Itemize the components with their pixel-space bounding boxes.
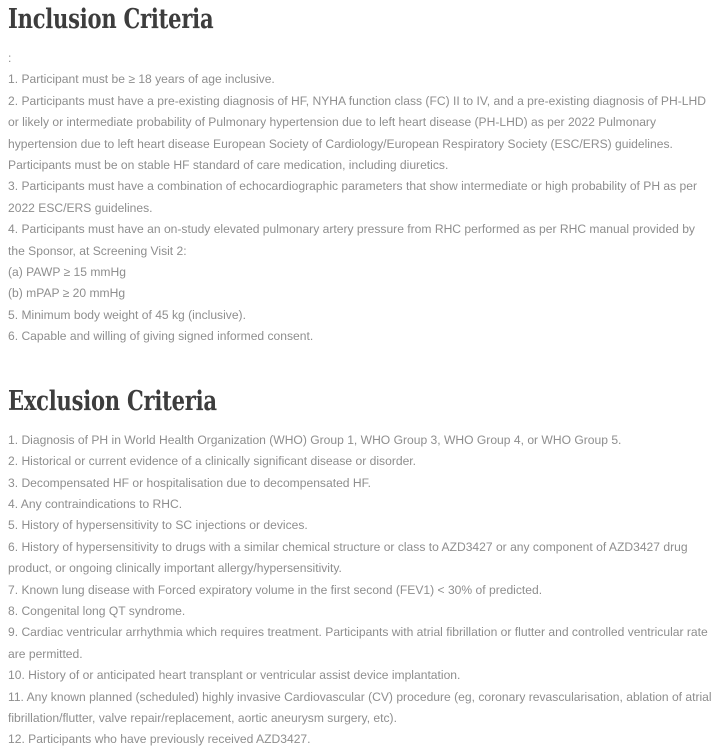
exclusion-item-11: 11. Any known planned (scheduled) highly invasive Cardiovascular (CV) procedure (eg, coronary revascularisation, ablation of atrial fibrillation/flutter, valve repair/replacement, aortic aneurysm surgery, etc). — [8, 689, 712, 725]
inclusion-item-3: 3. Participants must have a combination of echocardiographic parameters that show intermediate or high probability of PH as per 2022 ESC/ERS guidelines. — [8, 179, 698, 215]
inclusion-criteria-title — [8, 2, 712, 35]
inclusion-item-6: 6. Capable and willing of giving signed informed consent. — [8, 329, 314, 344]
exclusion-item-10: 10. History of or anticipated heart transplant or ventricular assist device implantation. — [8, 668, 461, 683]
exclusion-criteria-title-text: Exclusion Criteria — [8, 385, 217, 417]
exclusion-item-5: 5. History of hypersensitivity to SC injections or devices. — [8, 518, 308, 533]
exclusion-criteria-title — [8, 384, 712, 417]
exclusion-criteria-section — [8, 384, 712, 751]
exclusion-item-1: 1. Diagnosis of PH in World Health Organization (WHO) Group 1, WHO Group 3, WHO Group 4, or WHO Group 5. — [8, 432, 622, 447]
exclusion-item-3: 3. Decompensated HF or hospitalisation due to decompensated HF. — [8, 475, 372, 490]
exclusion-item-12: 12. Participants who have previously received AZD3427. — [8, 732, 311, 747]
exclusion-item-2: 2. Historical or current evidence of a clinically significant disease or disorder. — [8, 454, 417, 469]
inclusion-criteria-section — [8, 2, 712, 348]
inclusion-item-2: 2. Participants must have a pre-existing diagnosis of HF, NYHA function class (FC) II to IV, and a pre-existing diagnosis of PH-LHD or likely or intermediate probability of Pulmonary hypertension due to left heart disease (PH-LHD) as per 2022 Pulmonary hypertension due to left heart disease European Society of Cardiology/European Respiratory Society (ESC/ERS) guidelines. Participants must be on stable HF standard of care medication, including diuretics. — [8, 93, 706, 173]
exclusion-item-4: 4. Any contraindications to RHC. — [8, 496, 183, 511]
inclusion-item-1: 1. Participant must be ≥ 18 years of age inclusive. — [8, 72, 275, 87]
exclusion-item-8: 8. Congenital long QT syndrome. — [8, 603, 186, 618]
inclusion-item-4b: (b) mPAP ≥ 20 mmHg — [8, 286, 126, 301]
exclusion-item-7: 7. Known lung disease with Forced expiratory volume in the first second (FEV1) < 30% of predicted. — [8, 582, 543, 597]
exclusion-item-6: 6. History of hypersensitivity to drugs with a similar chemical structure or class to AZD3427 or any component of AZD3427 drug product, or ongoing clinically important allergy/hypersensitivity. — [8, 539, 688, 576]
inclusion-item-4a: (a) PAWP ≥ 15 mmHg — [8, 265, 126, 280]
inclusion-item-4: 4. Participants must have an on-study elevated pulmonary artery pressure from RHC performed as per RHC manual provided by the Sponsor, at Screening Visit 2: — [8, 222, 695, 258]
inclusion-item-5: 5. Minimum body weight of 45 kg (inclusive). — [8, 307, 246, 322]
exclusion-item-9: 9. Cardiac ventricular arrhythmia which requires treatment. Participants with atrial fibrillation or flutter and controlled ventricular rate are permitted. — [8, 625, 708, 661]
inclusion-criteria-title-text: Inclusion Criteria — [8, 4, 214, 35]
inclusion-preamble-colon: : — [8, 51, 12, 65]
